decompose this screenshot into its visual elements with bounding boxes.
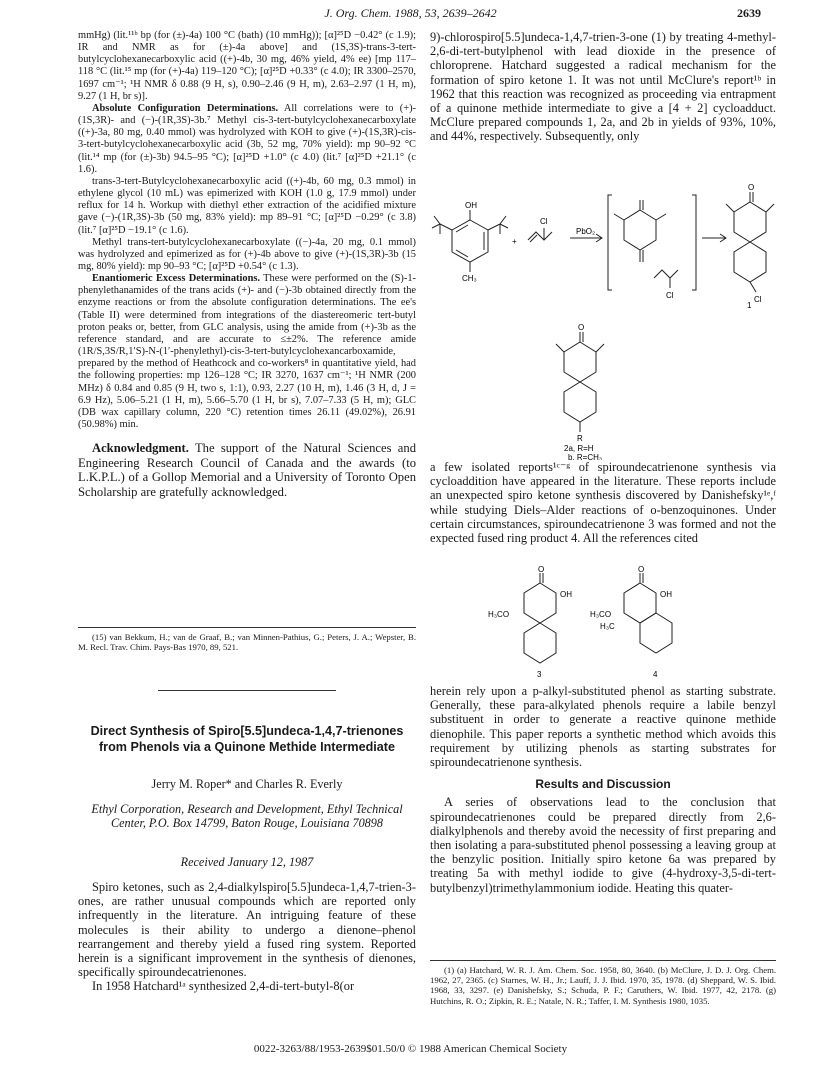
right-column-bottom	[430, 684, 776, 895]
experimental-paragraph-4: Methyl trans-tert-butylcyclohexanecarboxylate ((−)-4a, 20 mg, 0.1 mmol) was hydrolyzed and epimerized as for (+)-4b above to give (+)-(1S,3R)-3b (15 mg, 80% yield): mp 90–93 °C; [α]²⁵D +0.54° (c 1.3).	[78, 236, 416, 272]
paragraph-text: These were performed on the (S)-1-phenylethanamides of the trans acids (+)- and (−)-3b obtained directly from the enzyme reactions or from the absolute configuration determinations. The ee's (Table II) were determined from integrations of the diastereomeric tert-butyl proton peaks or, better, from GLC analysis, using the amide from (+)-3b as the reference standard, and are accurate to ≤±2%. The reference amide (1R/S,3S/R,1′S)-N-(1′-phenylethyl)-cis-3-tert-butylcyclohexancarboxamide, prepared by the method of Heathcock and co-workers⁸ in quantitative yield, had the following properties: mp 126–128 °C; IR 3270, 1637 cm⁻¹; ¹H NMR (200 MHz) δ 0.84 and 0.85 (9 H, two s, 1:1), 0.93, 2.27 (10 H, m), 1.46 (3 H, d, J = 6.9 Hz), 5.06–5.21 (1 H, m), 5.66–5.70 (1 H, br s), 7.07–7.33 (5 H, m); GLC (DB wax capillary column, 220 °C) retention times 26.11 (49.02%), 26.91 (50.98%) min.	[78, 273, 416, 430]
experimental-paragraph-3: trans-3-tert-Butylcyclohexanecarboxylic acid ((+)-4b, 60 mg, 0.3 mmol) in ethylene glycol (10 mL) was epimerized with KOH (1.0 g, 17.9 mmol) under reflux for 14 h. Workup with diethyl ether extraction of the acidified mixture gave (−)-(1R,3S)-3b (50 mg, 83% yield): mp 89–91 °C; [α]²⁵D −0.29° (c 3.8) (lit.⁷ [α]²⁵D −19.1° (c 1.6).	[78, 175, 416, 236]
scheme-2-svg	[520, 320, 650, 460]
ack-text: The support of the Natural Sciences and Engineering Research Council of Canada and the awards (to L.K.P.L.) of a Gollop Memorial and a University of Toronto Open Scholarship are gratefully acknowledged.	[78, 441, 416, 499]
footnote-1: (1) (a) Hatchard, W. R. J. Am. Chem. Soc. 1958, 80, 3640. (b) McClure, J. D. J. Org. Chem. 1962, 27, 2365. (c) Starnes, W. H., Jr.; Lauff, J. J. Ibid. 1970, 35, 1978. (d) Sheppard, W. S. Ibid. 1968, 33, 3297. (e) Danishefsky, S.; Schuda, P. F.; Caruthers, W. Ibid. 1977, 42, 2178. (g) Hutchins, R. O.; Zipkin, R. E.; Natale, N. R.; Taffer, I. M. Synthesis 1980, 1035.	[430, 965, 776, 1006]
scheme-1-figure	[430, 180, 776, 310]
left-column	[78, 30, 416, 500]
section-lead: Absolute Configuration Determinations.	[92, 102, 279, 114]
footnote-rule	[78, 627, 416, 628]
compound-2a-label: 2a, R=H	[564, 444, 594, 453]
right-column-mid	[430, 460, 776, 545]
scheme-3-svg	[470, 565, 730, 680]
footnote-15: (15) van Bekkum, H.; van de Graaf, B.; van Minnen-Pathius, G.; Peters, J. A.; Wepster, B. M. Recl. Trav. Chim. Pays-Bas 1970, 89, 521.	[78, 632, 416, 653]
scheme-1-svg	[430, 180, 776, 310]
o-label-3: O	[538, 565, 545, 574]
ee-paragraph	[78, 273, 416, 431]
compound-1-label: 1	[747, 301, 752, 310]
o-label-4: O	[638, 565, 645, 574]
page-number: 2639	[737, 6, 761, 20]
experimental-paragraph-1: mmHg) (lit.¹¹ᵇ bp (for (±)-4a) 100 °C (bath) (10 mmHg)); [α]²⁵D −0.42° (c 1.9); IR and NMR as for (±)-4a above] and (1S,3S)-trans-3-tert-butylcyclohexanecarboxylic acid ((+)-4b, 30 mg, 46% yield, 4% ee) [mp 117–118 °C (lit.¹⁵ mp (for (+)-4a) 119–120 °C); [α]²⁵D +0.33° (c 4.0); IR 3300–2570, 1697 cm⁻¹; ¹H NMR δ 0.88 (9 H, s), 0.90–2.46 (9 H, m), 2.63–2.97 (1 H, m), 9.27 (1 H, br s)].	[78, 30, 416, 102]
results-paragraph: A series of observations lead to the conclusion that spiroundecatrienones could be prepared directly from 2,6-dialkylphenols and thereby avoid the necessity of first preparing and then isolating a para-substituted phenol possessing a leaving group at the benzylic position. Initially spiro ketone 6a was prepared by treating 5a with methyl iodide to give (4-hydroxy-3,5-di-tert-butylbenzyl)trimethylammonium iodide. Heating this quater-	[430, 795, 776, 895]
h3co-label-3: H₃CO	[488, 610, 510, 619]
received-date: Received January 12, 1987	[180, 855, 314, 869]
intro-paragraph-1: Spiro ketones, such as 2,4-dialkylspiro[5.5]undeca-1,4,7-trien-3-ones, are rather unusual compounds which are reported only infrequently in the literature. An intriguing feature of these molecules is their ability to undergo a dienone–phenol rearrangement and thereby yield a fused ring system. Reported herein is a significant improvement in the synthesis of dienones, specifically spiroundecatrienones.	[78, 880, 416, 980]
section-lead: Enantiomeric Excess Determinations.	[92, 273, 260, 285]
hatchard-paragraph: 9)-chlorospiro[5.5]undeca-1,4,7-trien-3-one (1) by treating 4-methyl-2,6-di-tert-butylphenol with lead dioxide in the presence of chloroprene. Hatchard suggested a radical mechanism for the formation of spiro ketone 1. It was not until McClure's report¹ᵇ in 1962 that this reaction was recognized as proceeding via entrapment of a quinone methide intermediate to give a [4 + 2] cycloadduct. McClure prepared compounds 1, 2a, and 2b in yields of 93%, 10%, and 44%, respectively. Subsequently, only	[430, 30, 776, 144]
oh-label-3: OH	[560, 590, 572, 599]
substrate-paragraph: herein rely upon a p-alkyl-substituted phenol as starting substrate. Generally, these para-alkylated phenols require a labile benzyl substituent in order to generate a reactive quinone methide dienophile. This paper reports a synthetic method which avoids this requirement by utilizing phenols as starting substrates for spiroundecatrienone synthesis.	[430, 684, 776, 770]
scheme-3-figure	[470, 565, 730, 680]
o-label: O	[748, 183, 755, 192]
absolute-config-paragraph	[78, 103, 416, 176]
right-column-top	[430, 30, 776, 144]
compound-2b-label: b, R=CH₃	[568, 453, 603, 460]
cl-label: Cl	[540, 217, 548, 226]
article-affiliation: Ethyl Corporation, Research and Development, Ethyl Technical Center, P.O. Box 14799, Baton Rouge, Louisiana 70898	[91, 802, 403, 830]
r-label: R	[577, 434, 583, 443]
h3c-label-4: H₃C	[600, 622, 615, 631]
acknowledgment	[78, 441, 416, 499]
results-heading: Results and Discussion	[535, 777, 671, 792]
oh-label: OH	[465, 201, 477, 210]
compound-4-label: 4	[653, 670, 658, 679]
page-footer: 0022-3263/88/1953-2639$01.50/0 © 1988 American Chemical Society	[253, 1043, 568, 1055]
cl-label-3: Cl	[754, 295, 762, 304]
cl-label-2: Cl	[666, 291, 674, 300]
reagent-label: PbO₂	[576, 227, 596, 236]
journal-citation: J. Org. Chem. 1988, 53, 2639–2642	[324, 6, 497, 20]
left-intro	[78, 880, 416, 994]
oh-label-4: OH	[660, 590, 672, 599]
article-title: Direct Synthesis of Spiro[5.5]undeca-1,4,7-trienones from Phenols via a Quinone Methide Intermediate	[90, 724, 404, 754]
danishefsky-paragraph: a few isolated reports¹ᶜ⁻ᵍ of spiroundecatrienone synthesis via cycloaddition have appeared in the literature. These reports include an unexpected spiro ketone synthesis discovered by Danishefsky¹ᵉ,ᶠ while studying Diels–Alder reactions of o-benzoquinones. Under certain circumstances, spiroundecatrienone 3 was formed and not the expected fused ring product 4. All the references cited	[430, 460, 776, 546]
footnote-rule-right	[430, 960, 776, 961]
o-label: O	[578, 323, 585, 332]
article-separator	[158, 690, 336, 691]
ack-lead: Acknowledgment.	[92, 441, 189, 456]
article-authors: Jerry M. Roper* and Charles R. Everly	[151, 777, 343, 791]
running-head	[0, 6, 821, 24]
compound-3-label: 3	[537, 670, 542, 679]
plus-sign: +	[512, 237, 517, 246]
scheme-2-figure	[520, 320, 650, 460]
paragraph-text: All correlations were to (+)-(1S,3R)- and (−)-(1R,3S)-3b.⁷ Methyl cis-3-tert-butylcyclohexanecarboxylate ((+)-3a, 80 mg, 0.40 mmol) was hydrolyzed with KOH to give (+)-(1S,3R)-cis-3-tert-butylcyclohexanecarboxylic acid (3b, 52 mg, 70% yield): mp 90–92 °C (lit.¹⁴ mp (for (±)-3b) 94.5–95 °C); [α]²⁵D +1.0° (c 4.0) (lit.⁷ [α]²⁵D +21.1° (c 1.6).	[78, 102, 417, 175]
intro-paragraph-2: In 1958 Hatchard¹ᵃ synthesized 2,4-di-tert-butyl-8(or	[92, 979, 355, 994]
ch3-label: CH₃	[462, 274, 477, 283]
h3co-label-4: H₃CO	[590, 610, 612, 619]
